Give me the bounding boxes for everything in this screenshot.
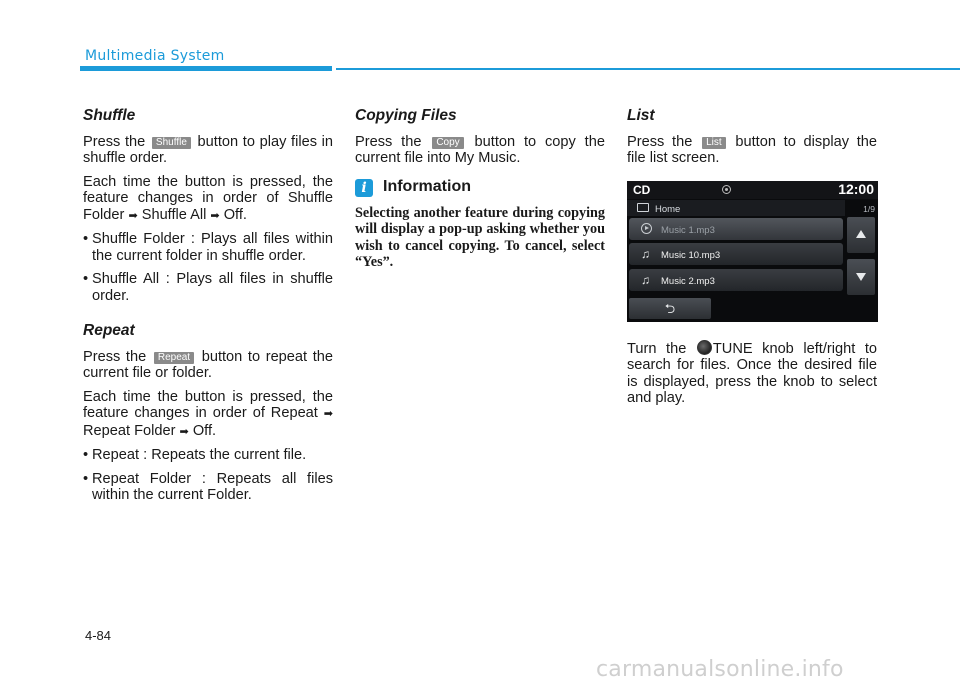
list-item: • Shuffle All : Plays all files in shuffle order. — [83, 271, 333, 304]
source-label: CD — [633, 182, 651, 197]
column-left — [83, 108, 333, 511]
list-para-2: Turn the TUNE knob left/right to search for files. Once the desired file is displayed, press the knob to select and play. — [627, 340, 877, 406]
disc-icon — [722, 185, 731, 194]
info-icon: i — [355, 179, 373, 197]
back-icon: ⮌ — [664, 300, 676, 316]
arrow-icon: ➡ — [179, 425, 189, 438]
information-body: Selecting another feature during copying will display a pop-up asking whether you wish to cancel copying. To cancel, select “Yes”. — [355, 204, 605, 270]
arrow-icon: ➡ — [128, 209, 138, 222]
page-number: 4-84 — [85, 628, 112, 643]
file-name: Music 2.mp3 — [661, 275, 715, 287]
back-button[interactable] — [629, 298, 711, 319]
list-button: List — [702, 137, 726, 149]
shuffle-button: Shuffle — [152, 137, 191, 149]
column-right — [627, 108, 877, 414]
shuffle-para-1: Press the Shuffle button to play files in shuffle order. — [83, 133, 334, 166]
file-row[interactable] — [629, 218, 843, 240]
list-heading: List — [627, 107, 655, 124]
watermark: carmanualsonline.info — [596, 657, 844, 682]
header-bar-right — [336, 68, 960, 70]
play-circle-icon — [641, 223, 652, 234]
file-row[interactable] — [629, 243, 843, 265]
arrow-icon: ➡ — [323, 408, 333, 420]
music-note-icon: ♫ — [641, 246, 650, 261]
header-title: Multimedia System — [85, 48, 225, 64]
page-indicator: 1/9 — [863, 203, 875, 214]
copy-button: Copy — [432, 137, 463, 149]
list-para-1: Press the List button to display the file list screen. — [627, 133, 877, 166]
list-item: • Repeat Folder : Repeats all files within the current Folder. — [83, 471, 333, 504]
shuffle-bullets — [83, 231, 333, 304]
file-name: Music 1.mp3 — [661, 224, 715, 236]
repeat-heading: Repeat — [83, 322, 135, 339]
folder-icon — [637, 203, 649, 212]
list-item: • Repeat : Repeats the current file. — [83, 447, 333, 464]
file-row[interactable] — [629, 269, 843, 291]
repeat-para-2: Each time the button is pressed, the feature changes in order of Repeat ➡ Repeat Folder ➡ Off. — [83, 388, 333, 439]
repeat-para-1: Press the Repeat button to repeat the current file or folder. — [83, 348, 333, 381]
arrow-icon: ➡ — [210, 209, 220, 222]
down-arrow-icon — [856, 273, 866, 281]
clock: 12:00 — [838, 180, 874, 197]
shuffle-para-2: Each time the button is pressed, the feature changes in order of Shuffle Folder ➡ Shuffle All ➡ Off. — [83, 173, 333, 223]
column-middle — [355, 108, 605, 271]
copying-para-1: Press the Copy button to copy the current file into My Music. — [355, 133, 605, 166]
shuffle-heading: Shuffle — [83, 107, 136, 124]
up-arrow-icon — [856, 230, 866, 238]
list-item: • Shuffle Folder : Plays all files within the current folder in shuffle order. — [83, 231, 333, 264]
scroll-up-button[interactable] — [847, 217, 875, 253]
tune-knob-icon — [697, 340, 712, 355]
copying-heading: Copying Files — [355, 107, 457, 124]
information-title: Information — [383, 178, 471, 196]
folder-label: Home — [655, 203, 681, 215]
header-bar-left — [80, 66, 332, 71]
screen-status-bar — [627, 181, 878, 199]
music-note-icon: ♫ — [641, 272, 650, 287]
file-list-screen — [627, 181, 878, 322]
folder-row[interactable] — [627, 200, 845, 216]
information-header — [355, 179, 605, 197]
repeat-bullets — [83, 447, 333, 504]
scroll-down-button[interactable] — [847, 259, 875, 295]
file-name: Music 10.mp3 — [661, 249, 721, 261]
repeat-button: Repeat — [154, 352, 194, 364]
